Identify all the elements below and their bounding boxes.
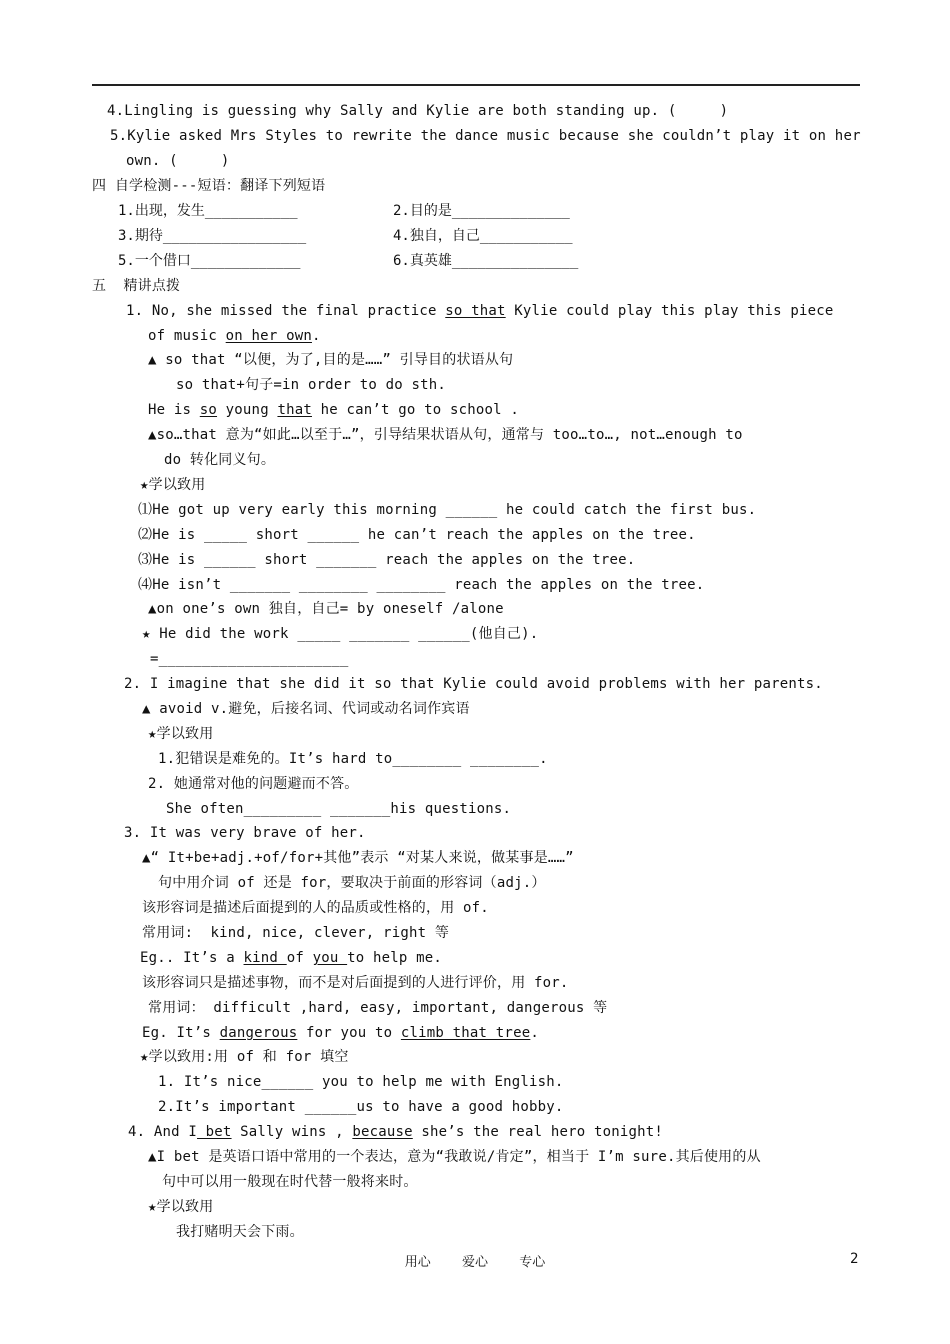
- of-for-exercise-1: 1. It’s nice______ you to help me with English.: [158, 1074, 564, 1090]
- i-bet-exercise: 我打赌明天会下雨。: [176, 1224, 304, 1240]
- avoid-exercise-2-blank: She often_________ _______his questions.: [166, 801, 512, 817]
- exercise-4: ⑷He isn’t _______ ________ ________ reach the apples on the tree.: [138, 577, 705, 593]
- of-usage-note: 该形容词是描述后面提到的人的品质或性格的，用 of.: [142, 900, 489, 916]
- on-ones-own-blank: =______________________: [150, 651, 349, 667]
- of-example: Eg.. It’s a kind of you to help me.: [140, 950, 443, 966]
- so-that-result-note: ▲so…that 意为“如此…以至于…”，引导结果状语从句，通常与 too…to…, not…enough to: [148, 427, 743, 443]
- header-rule: [92, 84, 860, 86]
- practice-heading-4: ★学以致用: [148, 1199, 214, 1215]
- avoid-note: ▲ avoid v.避免，后接名词、代词或动名词作宾语: [142, 701, 470, 717]
- for-example: Eg. It’s dangerous for you to climb that tree.: [142, 1025, 539, 1041]
- practice-heading-2: ★学以致用: [148, 726, 214, 742]
- question-5-cont: own. ( ): [126, 153, 230, 169]
- for-common-words: 常用词： difficult ,hard, easy, important, dangerous 等: [148, 1000, 608, 1016]
- point-1-line-1: 1. No, she missed the final practice so that Kylie could play this play this piece: [126, 303, 834, 319]
- point-3: 3. It was very brave of her.: [124, 825, 366, 841]
- of-for-note: 句中用介词 of 还是 for，要取决于前面的形容词（adj.）: [158, 875, 546, 891]
- of-for-exercise-2: 2.It’s important ______us to have a good hobby.: [158, 1099, 564, 1115]
- i-bet-note-cont: 句中可以用一般现在时代替一般将来时。: [162, 1174, 418, 1190]
- phrase-1: 1.出现，发生___________: [118, 203, 298, 219]
- phrase-6: 6.真英雄_______________: [393, 253, 579, 269]
- i-bet-note: ▲I bet 是英语口语中常用的一个表达，意为“我敢说/肯定”，相当于 I’m sure.其后使用的从: [148, 1149, 761, 1165]
- on-ones-own-exercise: ★ He did the work _____ _______ ______(他自己).: [142, 626, 539, 642]
- page-number: 2: [850, 1251, 859, 1267]
- practice-heading-3: ★学以致用:用 of 和 for 填空: [140, 1049, 349, 1065]
- exercise-1: ⑴He got up very early this morning ______ he could catch the first bus.: [138, 502, 757, 518]
- practice-heading-1: ★学以致用: [140, 477, 206, 493]
- so-that-result-note-cont: do 转化同义句。: [164, 452, 276, 468]
- of-common-words: 常用词: kind, nice, clever, right 等: [142, 925, 450, 941]
- section-5-heading: 五 精讲点拨: [92, 278, 181, 294]
- avoid-exercise-2: 2. 她通常对他的问题避而不答。: [148, 776, 359, 792]
- phrase-5: 5.一个借口_____________: [118, 253, 301, 269]
- exercise-2: ⑵He is _____ short ______ he can’t reach the apples on the tree.: [138, 527, 696, 543]
- phrase-4: 4.独自，自己___________: [393, 228, 573, 244]
- question-4: 4.Lingling is guessing why Sally and Kylie are both standing up. ( ): [107, 103, 729, 119]
- page-footer: 用心 爱心 专心: [404, 1255, 546, 1270]
- phrase-3: 3.期待_________________: [118, 228, 307, 244]
- phrase-2: 2.目的是______________: [393, 203, 570, 219]
- point-1-line-2: of music on her own.: [148, 328, 321, 344]
- so-that-formula: so that+句子=in order to do sth.: [176, 377, 447, 393]
- so-that-note: ▲ so that “以便，为了,目的是……” 引导目的状语从句: [148, 352, 514, 368]
- on-ones-own-note: ▲on one’s own 独自，自己= by oneself /alone: [148, 601, 504, 617]
- avoid-exercise-1: 1.犯错误是难免的。It’s hard to________ ________.: [158, 751, 548, 767]
- point-2: 2. I imagine that she did it so that Kylie could avoid problems with her parents.: [124, 676, 823, 692]
- point-4: 4. And I bet Sally wins , because she’s the real hero tonight!: [128, 1124, 663, 1140]
- question-5: 5.Kylie asked Mrs Styles to rewrite the dance music because she couldn’t play it on her: [110, 128, 861, 144]
- section-4-heading: 四 自学检测---短语：翻译下列短语: [92, 178, 326, 194]
- exercise-3: ⑶He is ______ short _______ reach the apples on the tree.: [138, 552, 636, 568]
- it-be-adj-note: ▲“ It+be+adj.+of/for+其他”表示 “对某人来说，做某事是……”: [142, 850, 574, 866]
- for-usage-note: 该形容词只是描述事物，而不是对后面提到的人进行评价，用 for.: [142, 975, 569, 991]
- so-that-example: He is so young that he can’t go to school .: [148, 402, 520, 418]
